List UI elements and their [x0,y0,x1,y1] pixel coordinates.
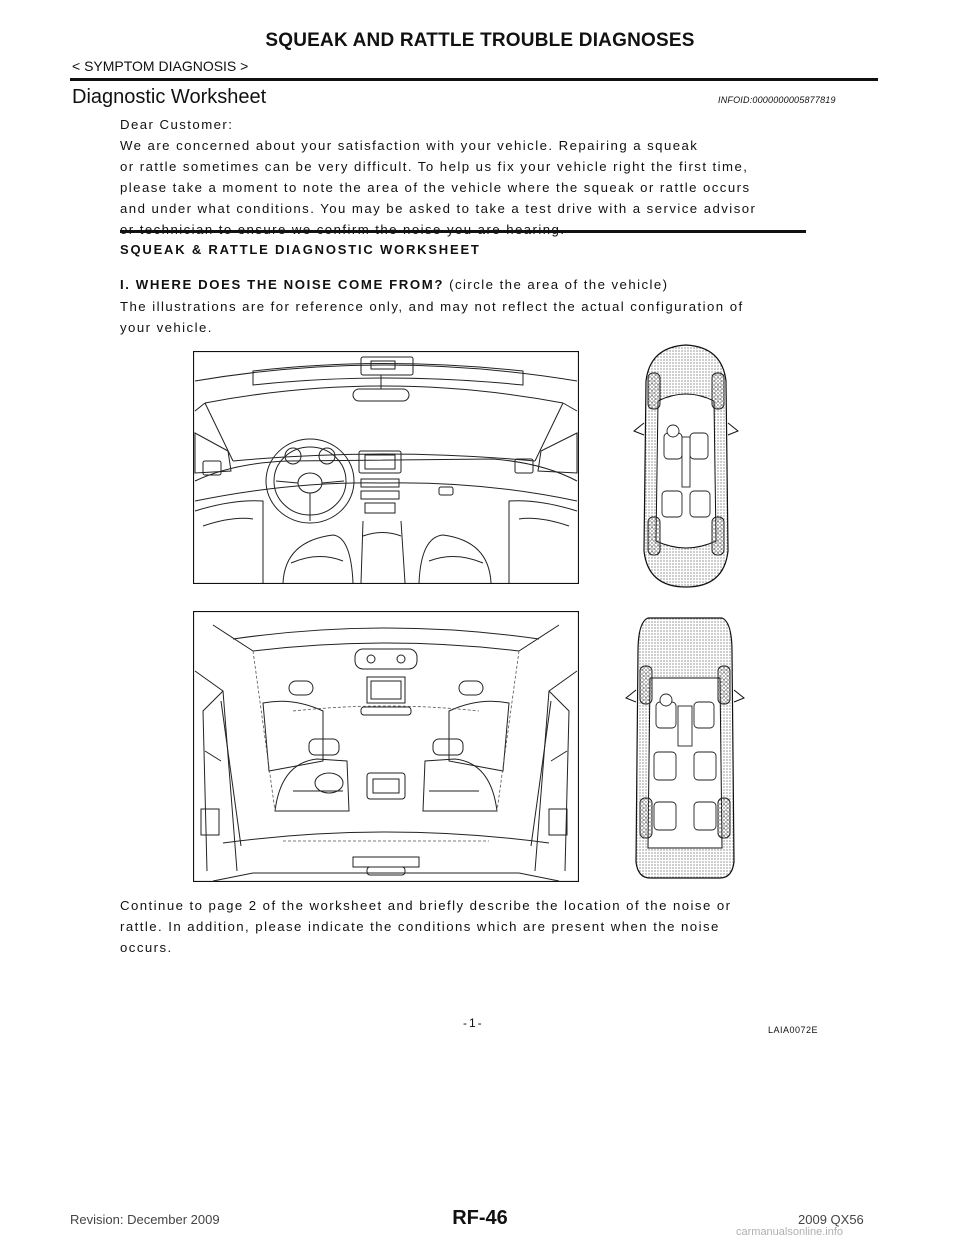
worksheet-divider [120,230,806,233]
vehicle-top-view-three-row [624,612,746,882]
front-cabin-illustration [193,351,579,584]
intro-line: or rattle sometimes can be very difficult. To help us fix your vehicle right the first time, [120,159,749,174]
section-title: Diagnostic Worksheet [72,86,267,108]
watermark: carmanualsonline.info [736,1226,844,1238]
intro-line: We are concerned about your satisfaction with your vehicle. Repairing a squeak [120,138,699,153]
question-one [120,277,669,292]
intro-line: and under what conditions. You may be asked to take a test drive with a service advisor [120,201,757,216]
intro-paragraph [120,114,820,240]
figure-id: LAIA0072E [768,1025,819,1035]
continue-line: rattle. In addition, please indicate the conditions which are present when the noise [120,919,720,934]
reference-note [120,296,820,338]
vehicle-top-view-front-seating [630,341,742,591]
header-divider [70,78,878,81]
question-one-instruction: (circle the area of the vehicle) [444,277,669,292]
continue-line: occurs. [120,940,173,955]
note-line: The illustrations are for reference only, and may not reflect the actual configuration of [120,299,744,314]
rear-cabin-illustration [193,611,579,882]
intro-line: Dear Customer: [120,117,234,132]
info-id: INFOID:0000000005877819 [718,95,836,105]
footer-model: 2009 QX56 [798,1212,864,1227]
intro-line: please take a moment to note the area of the vehicle where the squeak or rattle occurs [120,180,751,195]
continue-line: Continue to page 2 of the worksheet and briefly describe the location of the noise or [120,898,732,913]
page-header-subtitle: < SYMPTOM DIAGNOSIS > [72,58,249,74]
continue-paragraph [120,895,820,958]
page-header-title: SQUEAK AND RATTLE TROUBLE DIAGNOSES [265,30,695,51]
footer-revision: Revision: December 2009 [70,1212,220,1227]
footer-page-code: RF-46 [452,1207,508,1229]
note-line: your vehicle. [120,320,213,335]
worksheet-page-number: -1- [463,1016,484,1030]
question-one-heading: I. WHERE DOES THE NOISE COME FROM? [120,277,445,292]
worksheet-title: SQUEAK & RATTLE DIAGNOSTIC WORKSHEET [120,242,481,257]
